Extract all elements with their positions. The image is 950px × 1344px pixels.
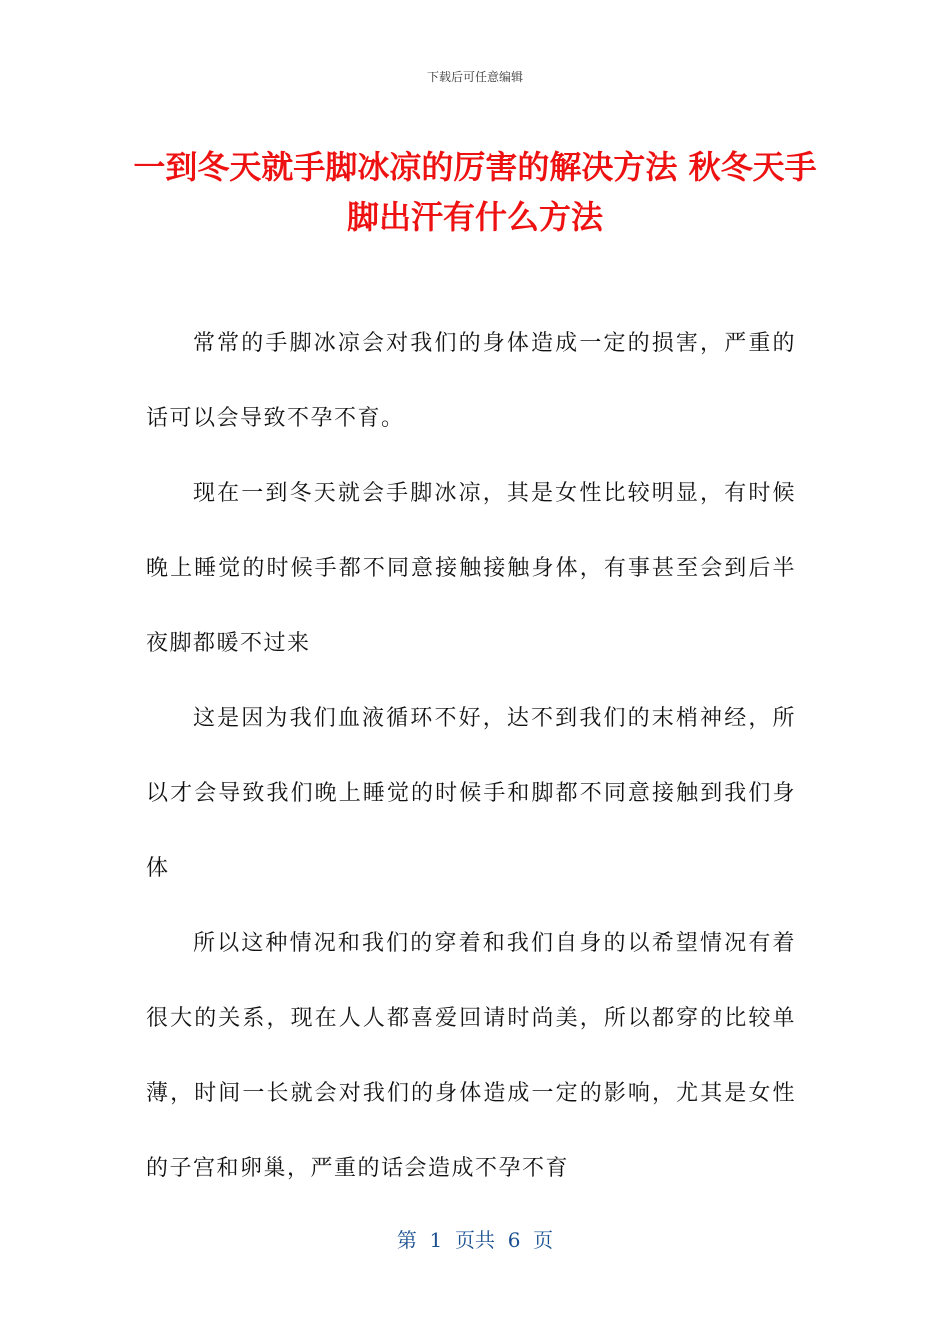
paragraph: 常常的手脚冰凉会对我们的身体造成一定的损害，严重的话可以会导致不孕不育。 — [146, 331, 796, 431]
paragraph: 这是因为我们血液循环不好，达不到我们的末梢神经，所以才会导致我们晚上睡觉的时候手和脚都不同意接触到我们身体 — [146, 706, 796, 881]
page-header-note: 下载后可任意编辑 — [426, 70, 523, 84]
document-body — [146, 306, 796, 1206]
document-title: 一到冬天就手脚冰凉的厉害的解决方法 秋冬天手脚出汗有什么方法 — [133, 148, 817, 236]
paragraph: 所以这种情况和我们的穿着和我们自身的以希望情况有着很大的关系，现在人人都喜爱回请时尚美，所以都穿的比较单薄，时间一长就会对我们的身体造成一定的影响，尤其是女性的子宫和卵巢，严重的话会造成不孕不育 — [146, 931, 796, 1181]
page-number-footer: 第 1 页共 6 页 — [396, 1228, 554, 1252]
paragraph: 现在一到冬天就会手脚冰凉，其是女性比较明显，有时候晚上睡觉的时候手都不同意接触接触身体，有事甚至会到后半夜脚都暖不过来 — [146, 481, 796, 656]
